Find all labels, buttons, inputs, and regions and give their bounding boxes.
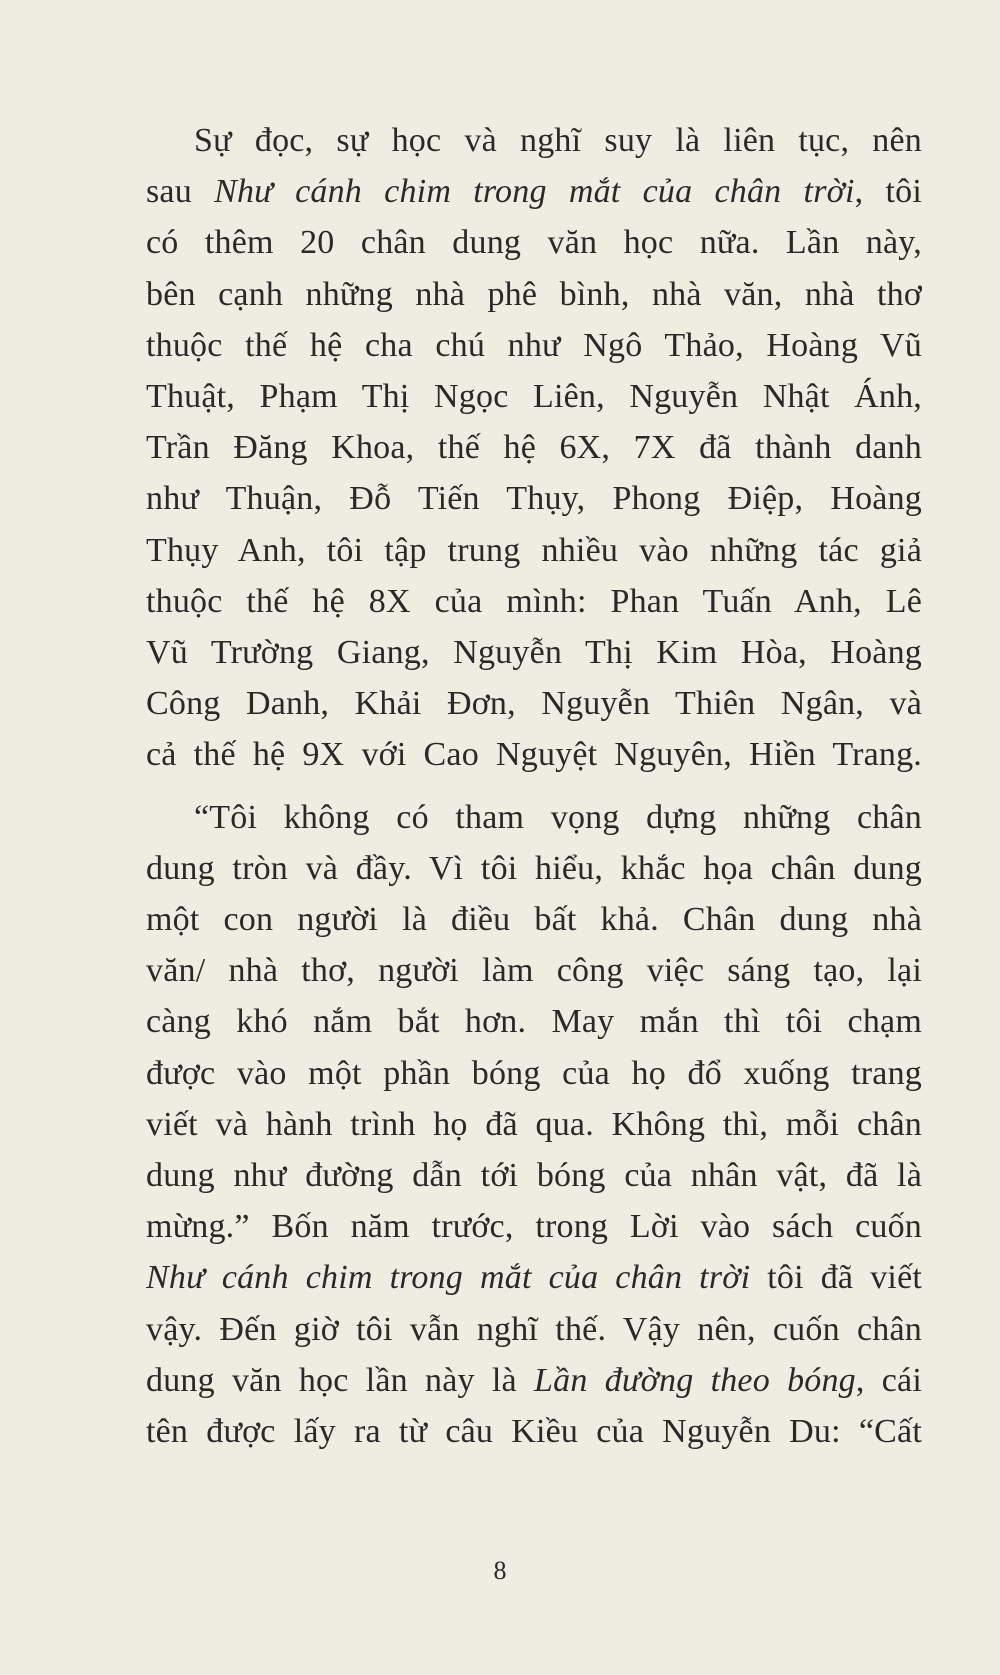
text-line	[146, 1150, 922, 1201]
text-segment: viết và hành trình họ đã qua. Không thì, mỗi chân	[146, 1105, 922, 1143]
text-line	[146, 115, 922, 166]
text-segment: Thụy Anh, tôi tập trung nhiều vào những tác giả	[146, 531, 922, 569]
text-segment: như Thuận, Đỗ Tiến Thụy, Phong Điệp, Hoàng	[146, 480, 922, 518]
text-segment: văn/ nhà thơ, người làm công việc sáng tạo, lại	[146, 952, 922, 990]
text-segment: , tôi	[854, 173, 922, 211]
paragraph	[146, 792, 922, 1458]
text-segment: Trần Đăng Khoa, thế hệ 6X, 7X đã thành danh	[146, 429, 922, 467]
text-line	[146, 422, 922, 473]
text-segment: có thêm 20 chân dung văn học nữa. Lần này,	[146, 224, 922, 262]
body-text	[146, 115, 922, 1457]
text-segment: bên cạnh những nhà phê bình, nhà văn, nhà thơ	[146, 275, 922, 313]
text-line	[146, 945, 922, 996]
text-segment: tôi đã viết	[750, 1259, 922, 1297]
text-line	[146, 1355, 922, 1406]
text-line	[146, 1048, 922, 1099]
book-title-italic: Lần đường theo bóng	[534, 1361, 856, 1399]
text-line	[146, 1406, 922, 1457]
text-line	[146, 627, 922, 678]
text-line	[146, 371, 922, 422]
text-segment: Thuật, Phạm Thị Ngọc Liên, Nguyễn Nhật Ánh,	[146, 378, 922, 416]
text-line	[146, 1201, 922, 1252]
text-segment: “Tôi không có tham vọng dựng những chân	[194, 798, 922, 836]
text-line	[146, 729, 922, 780]
text-line	[146, 792, 922, 843]
paragraph	[146, 115, 922, 781]
text-line	[146, 1099, 922, 1150]
text-line	[146, 217, 922, 268]
text-segment: càng khó nắm bắt hơn. May mắn thì tôi chạm	[146, 1003, 922, 1041]
text-line	[146, 843, 922, 894]
text-segment: Vũ Trường Giang, Nguyễn Thị Kim Hòa, Hoàng	[146, 634, 922, 672]
text-line	[146, 166, 922, 217]
text-line	[146, 269, 922, 320]
book-title-italic: Như cánh chim trong mắt của chân trời	[146, 1259, 751, 1297]
text-line	[146, 894, 922, 945]
text-line	[146, 1252, 922, 1303]
text-segment: tên được lấy ra từ câu Kiều của Nguyễn Du: “Cất	[146, 1413, 922, 1451]
text-segment: dung tròn và đầy. Vì tôi hiểu, khắc họa chân dung	[146, 849, 922, 887]
text-segment: Sự đọc, sự học và nghĩ suy là liên tục, nên	[194, 122, 922, 159]
text-line	[146, 525, 922, 576]
text-segment: thuộc thế hệ 8X của mình: Phan Tuấn Anh, Lê	[146, 582, 922, 620]
page-number: 8	[493, 1556, 507, 1585]
text-segment: , cái	[855, 1361, 922, 1399]
text-segment: vậy. Đến giờ tôi vẫn nghĩ thế. Vậy nên, cuốn chân	[146, 1310, 922, 1348]
text-segment: cả thế hệ 9X với Cao Nguyệt Nguyên, Hiền Trang.	[146, 736, 922, 774]
text-segment: dung như đường dẫn tới bóng của nhân vật, đã là	[146, 1157, 922, 1195]
text-segment: một con người là điều bất khả. Chân dung nhà	[146, 901, 922, 939]
text-segment: sau	[146, 173, 215, 211]
text-line	[146, 1304, 922, 1355]
text-line	[146, 473, 922, 524]
text-line	[146, 320, 922, 371]
text-segment: được vào một phần bóng của họ đổ xuống trang	[146, 1054, 922, 1092]
text-segment: thuộc thế hệ cha chú như Ngô Thảo, Hoàng Vũ	[146, 326, 922, 364]
book-title-italic: Như cánh chim trong mắt của chân trời	[214, 173, 855, 211]
text-segment: Công Danh, Khải Đơn, Nguyễn Thiên Ngân, và	[146, 685, 922, 723]
text-line	[146, 996, 922, 1047]
text-line	[146, 576, 922, 627]
text-segment: mừng.” Bốn năm trước, trong Lời vào sách cuốn	[146, 1208, 922, 1246]
text-line	[146, 678, 922, 729]
text-segment: dung văn học lần này là	[146, 1361, 535, 1399]
